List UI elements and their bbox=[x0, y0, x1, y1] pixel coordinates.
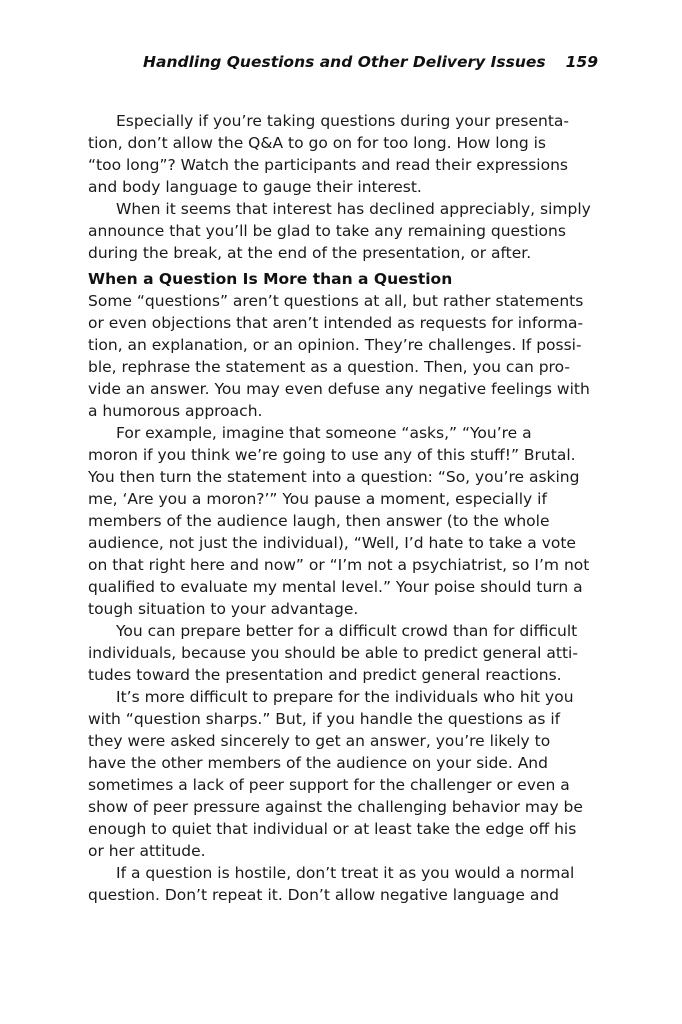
text-line: members of the audience laugh, then answer (to the whole bbox=[88, 512, 550, 530]
text-line: audience, not just the individual), “Well, I’d hate to take a vote bbox=[88, 534, 576, 552]
text-line: me, ‘Are you a moron?’” You pause a moment, especially if bbox=[88, 490, 547, 508]
running-head bbox=[90, 53, 598, 71]
text-line: have the other members of the audience on your side. And bbox=[88, 754, 548, 772]
text-line: When it seems that interest has declined appreciably, simply bbox=[116, 200, 591, 218]
text-line: tudes toward the presentation and predict general reactions. bbox=[88, 666, 562, 684]
text-line: enough to quiet that individual or at least take the edge off his bbox=[88, 820, 577, 838]
text-line: tough situation to your advantage. bbox=[88, 600, 359, 618]
page-number: 159 bbox=[565, 53, 598, 71]
body-text bbox=[88, 110, 596, 906]
section-heading: When a Question Is More than a Question bbox=[88, 270, 453, 288]
text-line: tion, an explanation, or an opinion. They’re challenges. If possi- bbox=[88, 336, 582, 354]
running-head-title: Handling Questions and Other Delivery Issues bbox=[143, 53, 546, 71]
text-line: show of peer pressure against the challenging behavior may be bbox=[88, 798, 583, 816]
text-line: ble, rephrase the statement as a question. Then, you can pro- bbox=[88, 358, 570, 376]
text-line: qualified to evaluate my mental level.” Your poise should turn a bbox=[88, 578, 583, 596]
text-line: on that right here and now” or “I’m not a psychiatrist, so I’m not bbox=[88, 556, 590, 574]
text-line: “too long”? Watch the participants and read their expressions bbox=[88, 156, 568, 174]
text-line: Especially if you’re taking questions during your presenta- bbox=[116, 112, 570, 130]
text-line: a humorous approach. bbox=[88, 402, 263, 420]
paragraph bbox=[88, 198, 596, 264]
paragraph bbox=[88, 686, 596, 862]
text-line: or her attitude. bbox=[88, 842, 206, 860]
text-line: question. Don’t repeat it. Don’t allow negative language and bbox=[88, 886, 560, 904]
text-line: If a question is hostile, don’t treat it as you would a normal bbox=[116, 864, 575, 882]
paragraph bbox=[88, 620, 596, 686]
text-line: during the break, at the end of the presentation, or after. bbox=[88, 244, 532, 262]
text-line: moron if you think we’re going to use any of this stuff!” Brutal. bbox=[88, 446, 576, 464]
text-line: and body language to gauge their interest. bbox=[88, 178, 422, 196]
paragraph bbox=[88, 110, 596, 198]
text-line: You can prepare better for a difficult crowd than for difficult bbox=[116, 622, 578, 640]
text-line: sometimes a lack of peer support for the challenger or even a bbox=[88, 776, 570, 794]
text-line: with “question sharps.” But, if you handle the questions as if bbox=[88, 710, 561, 728]
paragraph bbox=[88, 290, 596, 422]
text-line: individuals, because you should be able to predict general atti- bbox=[88, 644, 578, 662]
text-line: vide an answer. You may even defuse any negative feelings with bbox=[88, 380, 590, 398]
paragraph bbox=[88, 862, 596, 906]
text-line: they were asked sincerely to get an answer, you’re likely to bbox=[88, 732, 551, 750]
text-line: For example, imagine that someone “asks,” “You’re a bbox=[116, 424, 532, 442]
text-line: Some “questions” aren’t questions at all, but rather statements bbox=[88, 292, 584, 310]
text-line: or even objections that aren’t intended as requests for informa- bbox=[88, 314, 584, 332]
text-line: It’s more difficult to prepare for the individuals who hit you bbox=[116, 688, 574, 706]
text-line: tion, don’t allow the Q&A to go on for too long. How long is bbox=[88, 134, 546, 152]
paragraph bbox=[88, 422, 596, 620]
text-line: You then turn the statement into a question: “So, you’re asking bbox=[88, 468, 580, 486]
text-line: announce that you’ll be glad to take any remaining questions bbox=[88, 222, 566, 240]
